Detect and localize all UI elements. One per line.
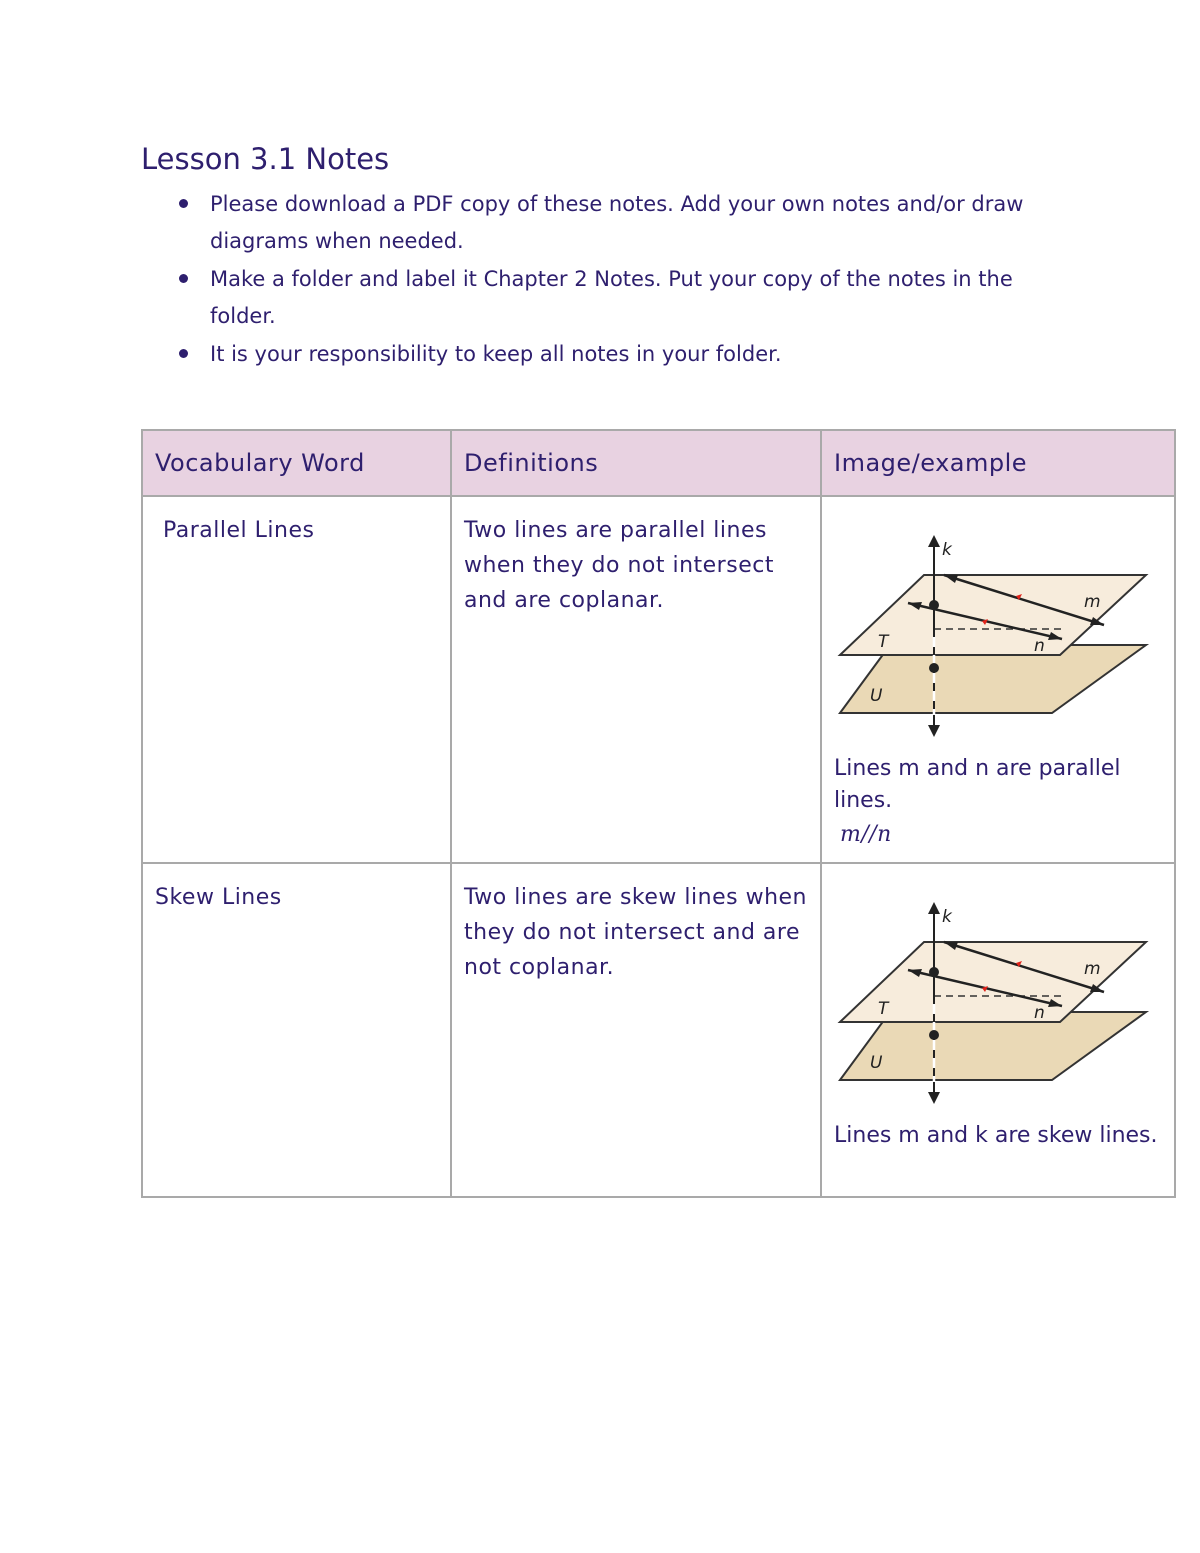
image-example-cell	[821, 863, 1175, 1197]
table-row	[142, 863, 1175, 1197]
arrowhead	[928, 1092, 940, 1104]
definition-cell: Two lines are skew lines when they do not intersect and are not coplanar.	[451, 863, 821, 1197]
vocabulary-word: Skew Lines	[155, 885, 282, 910]
table-header-row	[142, 430, 1175, 496]
parallel-notation: m//n	[840, 822, 892, 847]
instructions-list	[170, 186, 1070, 374]
intersection-point-u	[929, 663, 939, 673]
label-u: U	[870, 1053, 883, 1073]
label-m: m	[1084, 592, 1102, 612]
table-row	[142, 496, 1175, 863]
label-u: U	[870, 686, 883, 706]
example-caption: Lines m and k are skew lines.	[834, 1123, 1158, 1148]
vocabulary-word: Parallel Lines	[163, 518, 315, 543]
arrowhead	[928, 535, 940, 547]
label-n: n	[1034, 636, 1046, 656]
label-n: n	[1034, 1003, 1046, 1023]
skew-lines-diagram	[836, 882, 1154, 1112]
list-item	[170, 336, 1070, 373]
parallel-planes-diagram	[836, 515, 1154, 745]
bullet-text: It is your responsibility to keep all notes in your folder.	[210, 342, 782, 366]
header-image-example: Image/example	[821, 430, 1175, 496]
bullet-text: Make a folder and label it Chapter 2 Notes. Put your copy of the notes in the folder.	[210, 267, 1013, 328]
label-k: k	[942, 540, 953, 560]
header-definitions: Definitions	[451, 430, 821, 496]
bullet-icon	[179, 349, 188, 358]
definition-cell: Two lines are parallel lines when they do not intersect and are coplanar.	[451, 496, 821, 863]
bullet-text: Please download a PDF copy of these notes. Add your own notes and/or draw diagrams when needed.	[210, 192, 1024, 253]
page-title: Lesson 3.1 Notes	[141, 142, 390, 176]
vocabulary-table	[141, 429, 1176, 1198]
list-item	[170, 261, 1070, 335]
label-t: T	[878, 632, 889, 652]
vocabulary-word-cell	[142, 863, 451, 1197]
bullet-icon	[179, 274, 188, 283]
bullet-icon	[179, 199, 188, 208]
header-vocabulary-word: Vocabulary Word	[142, 430, 451, 496]
label-t: T	[878, 999, 889, 1019]
label-m: m	[1084, 959, 1102, 979]
intersection-point-u	[929, 1030, 939, 1040]
label-k: k	[942, 907, 953, 927]
intersection-point-t	[929, 967, 939, 977]
arrowhead	[928, 902, 940, 914]
image-example-cell	[821, 496, 1175, 863]
list-item	[170, 186, 1070, 260]
example-caption: Lines m and n are parallel lines.	[834, 756, 1121, 813]
intersection-point-t	[929, 600, 939, 610]
arrowhead	[928, 725, 940, 737]
vocabulary-word-cell	[142, 496, 451, 863]
